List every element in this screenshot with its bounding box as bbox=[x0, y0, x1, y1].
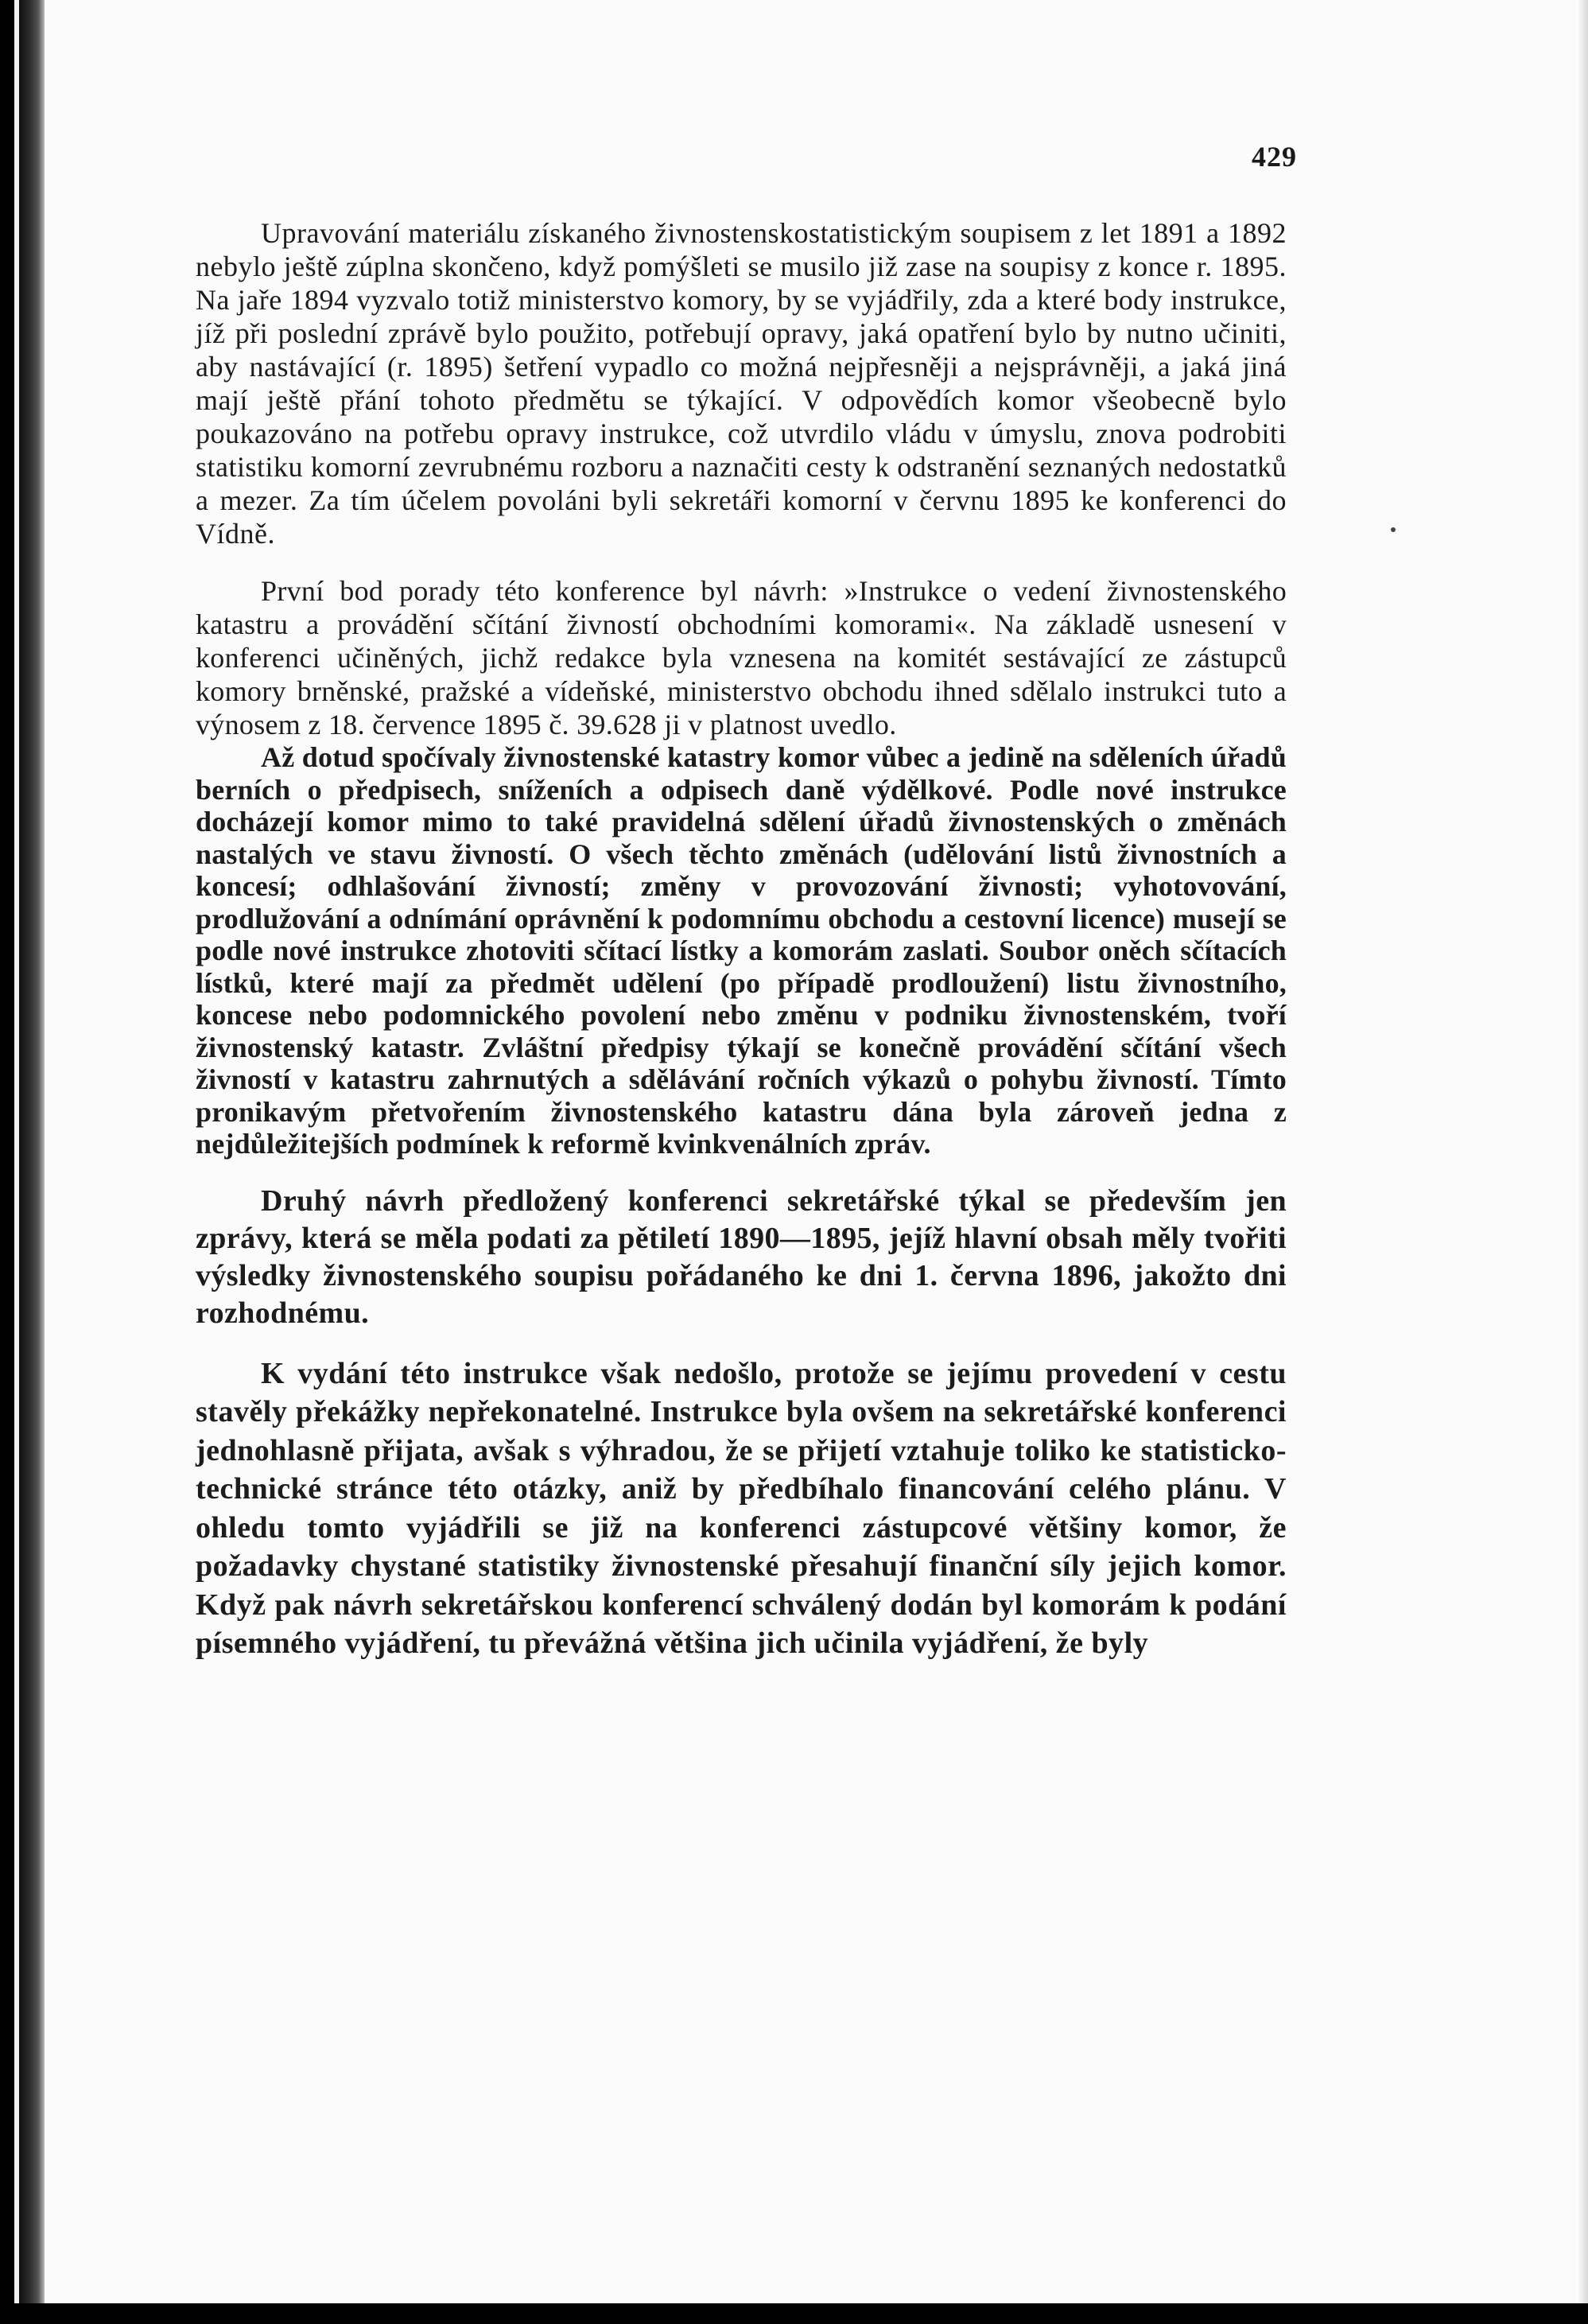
page-number: 429 bbox=[1252, 141, 1297, 173]
paragraph-2: První bod porady této konference byl návrh: »Instrukce o vedení živnostenského katastru a provádění sčítání živností obchodními komorami«. Na základě usnesení v konferenci učiněných, jichž redakce byla vznesena na komitét sestávající ze zástupců komory brněnské, pražské a vídeňské, ministerstvo obchodu ihned sdělalo instrukci tuto a výnosem z 18. července 1895 č. 39.628 ji v platnost uvedlo. bbox=[196, 575, 1287, 740]
body-text bbox=[196, 216, 1287, 1663]
scan-bottom-border bbox=[0, 2303, 1588, 2324]
paragraph-1: Upravování materiálu získaného živnostenskostatistickým soupisem z let 1891 a 1892 nebylo ještě zúplna skončeno, když pomýšleti se musilo již zase na soupisy z konce r. 1895. Na jaře 1894 vyzvalo totiž ministerstvo komory, by se vyjádřily, zda a které body instrukce, jíž při poslední zprávě bylo použito, potřebují opravy, jaká opatření bylo by nutno učiniti, aby nastávající (r. 1895) šetření vypadlo co možná nejpřesněji a nejsprávněji, a jaká jiná mají ještě přání tohoto předmětu se týkající. V odpovědích komor všeobecně bylo poukazováno na potřebu opravy instrukce, což utvrdilo vládu v úmyslu, znova podrobiti statistiku komorní zevrubnému rozboru a naznačiti cesty k odstranění seznaných nedostatků a mezer. Za tím účelem povoláni byli sekretáři komorní v červnu 1895 ke konferenci do Vídně. bbox=[196, 217, 1287, 550]
paragraph-5: K vydání této instrukce však nedošlo, protože se jejímu provedení v cestu stavěly překážky nepřekonatelné. Instrukce byla ovšem na sekretářské konferenci jednohlasně přijata, avšak s výhradou, že se přijetí vztahuje toliko ke statisticko-technické stránce této otázky, aniž by předbíhalo financování celého plánu. V ohledu tomto vyjádřili se již na konferenci zástupcové většiny komor, že požadavky chystané statistiky živnostenské přesahují finanční síly jejich komor. Když pak návrh sekretářskou konferencí schválený dodán byl komorám k podání písemného vyjádření, tu převážná většina jich učinila vyjádření, že byly bbox=[196, 1356, 1287, 1660]
page-right-edge bbox=[1577, 0, 1588, 2303]
book-page bbox=[45, 0, 1577, 2303]
paragraph-4: Druhý návrh předložený konferenci sekretářské týkal se především jen zprávy, která se měla podati za pětiletí 1890—1895, jejíž hlavní obsah měly tvořiti výsledky živnostenského soupisu pořádaného ke dni 1. června 1896, jakožto dni rozhodnému. bbox=[196, 1183, 1287, 1330]
print-speck bbox=[1391, 527, 1396, 532]
scan-left-border bbox=[0, 0, 14, 2324]
book-gutter-shadow bbox=[19, 0, 45, 2324]
paragraph-3: Až dotud spočívaly živnostenské katastry komor vůbec a jedině na sděleních úřadů berních o předpisech, sníženích a odpisech daně výdělkové. Podle nové instrukce docházejí komor mimo to také pravidelná sdělení úřadů živnostenských o změnách nastalých ve stavu živností. O všech těchto změnách (udělování listů živnostních a koncesí; odhlašování živností; změny v provozování živnosti; vyhotovování, prodlužování a odnímání oprávnění k podomnímu obchodu a cestovní licence) musejí se podle nové instrukce zhotoviti sčítací lístky a komorám zaslati. Soubor oněch sčítacích lístků, které mají za předmět udělení (po případě prodloužení) listu živnostního, koncese nebo podomnického povolení nebo změnu v podniku živnostenském, tvoří živnostenský katastr. Zvláštní předpisy týkají se konečně provádění sčítání všech živností v katastru zahrnutých a sdělávání ročních výkazů o pohybu živností. Tímto pronikavým přetvořením živnostenského katastru dána byla zároveň jedna z nejdůležitejších podmínek k reformě kvinkvenálních zpráv. bbox=[196, 741, 1287, 1160]
